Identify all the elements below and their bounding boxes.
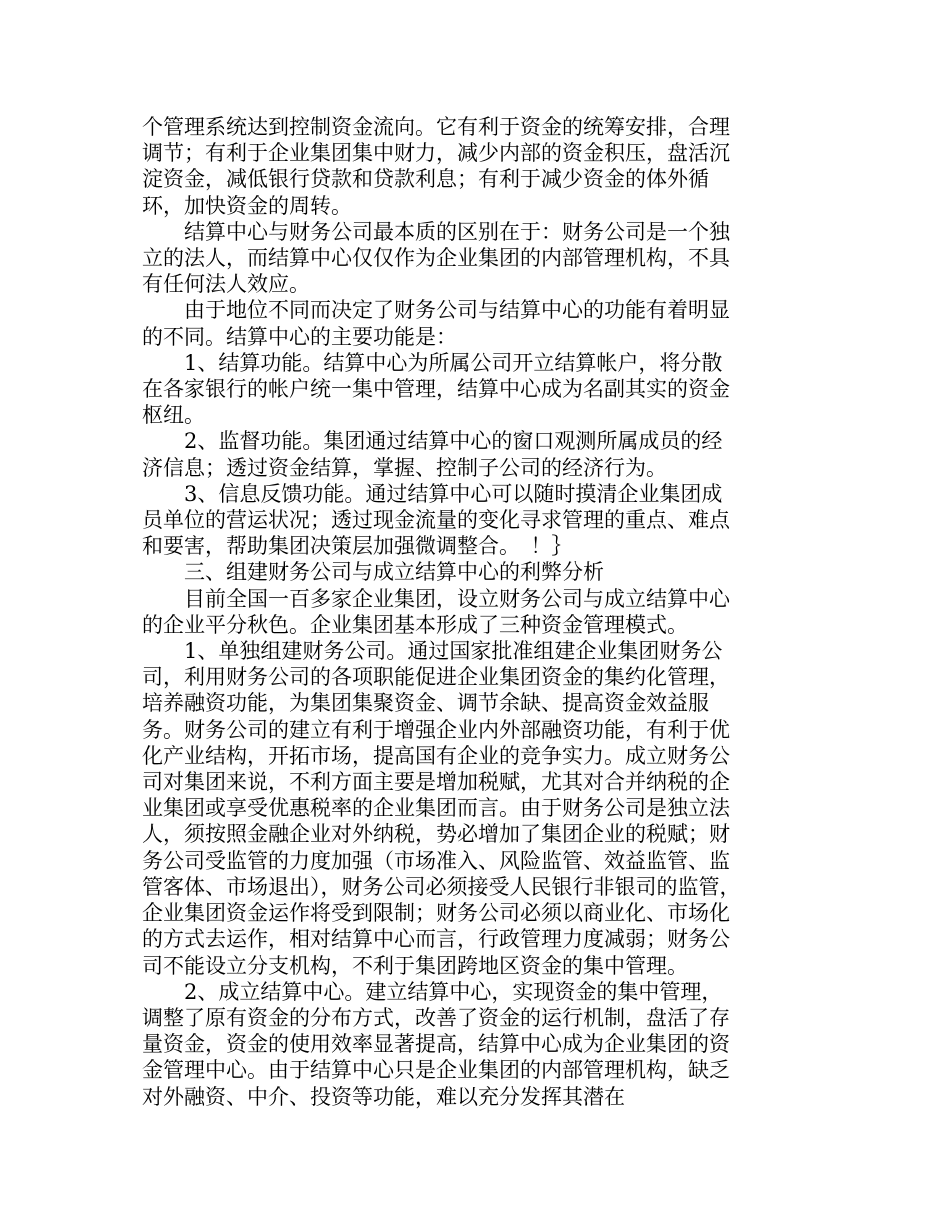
paragraph-1: 个管理系统达到控制资金流向。它有利于资金的统筹安排，合理调节；有利于企业集团集中财力，减少内部的资金积压，盘活沉淀资金，减低银行贷款和贷款利息；有利于减少资金的体外循环，加快资金的周转。 <box>142 115 730 218</box>
paragraph-9: 2、成立结算中心。建立结算中心，实现资金的集中管理，调整了原有资金的分布方式，改善了资金的运行机制，盘活了存量资金，资金的使用效率显著提高，结算中心成为企业集团的资金管理中心。由于结算中心只是企业集团的内部管理机构，缺乏对外融资、中介、投资等功能，难以充分发挥其潜在 <box>142 979 730 1109</box>
paragraph-3: 由于地位不同而决定了财务公司与结算中心的功能有着明显的不同。结算中心的主要功能是： <box>142 298 730 349</box>
paragraph-5: 2、监督功能。集团通过结算中心的窗口观测所属成员的经济信息；透过资金结算，掌握、控制子公司的经济行为。 <box>142 429 723 480</box>
paragraph-2: 结算中心与财务公司最本质的区别在于：财务公司是一个独立的法人，而结算中心仅仅作为企业集团的内部管理机构，不具有任何法人效应。 <box>142 219 730 297</box>
paragraph-6: 3、信息反馈功能。通过结算中心可以随时摸清企业集团成员单位的营运状况；透过现金流量的变化寻求管理的重点、难点和要害，帮助集团决策层加强微调整合。 ！｝ <box>142 481 730 559</box>
document-body <box>142 114 742 1110</box>
paragraph-8: 1、单独组建财务公司。通过国家批准组建企业集团财务公司，利用财务公司的各项职能促进企业集团资金的集约化管理，培养融资功能，为集团集聚资金、调节余缺、提高资金效益服务。财务公司的建立有利于增强企业内外部融资功能，有利于优化产业结构，开拓市场，提高国有企业的竞争实力。成立财务公司对集团来说，不利方面主要是增加税赋，尤其对合并纳税的企业集团或享受优惠税率的企业集团而言。由于财务公司是独立法人，须按照金融企业对外纳税，势必增加了集团企业的税赋；财务公司受监管的力度加强（市场准入、风险监管、效益监管、监管客体、市场退出），财务公司必须接受人民银行非银司的监管，企业集团资金运作将受到限制；财务公司必须以商业化、市场化的方式去运作，相对结算中心而言，行政管理力度减弱；财务公司不能设立分支机构，不利于集团跨地区资金的集中管理。 <box>142 639 741 978</box>
paragraph-7: 目前全国一百多家企业集团，设立财务公司与成立结算中心的企业平分秋色。企业集团基本形成了三种资金管理模式。 <box>142 586 730 637</box>
section-heading: 三、组建财务公司与成立结算中心的利弊分析 <box>184 560 604 585</box>
paragraph-4: 1、结算功能。结算中心为所属公司开立结算帐户，将分散在各家银行的帐户统一集中管理，结算中心成为名副其实的资金枢纽。 <box>142 350 730 428</box>
